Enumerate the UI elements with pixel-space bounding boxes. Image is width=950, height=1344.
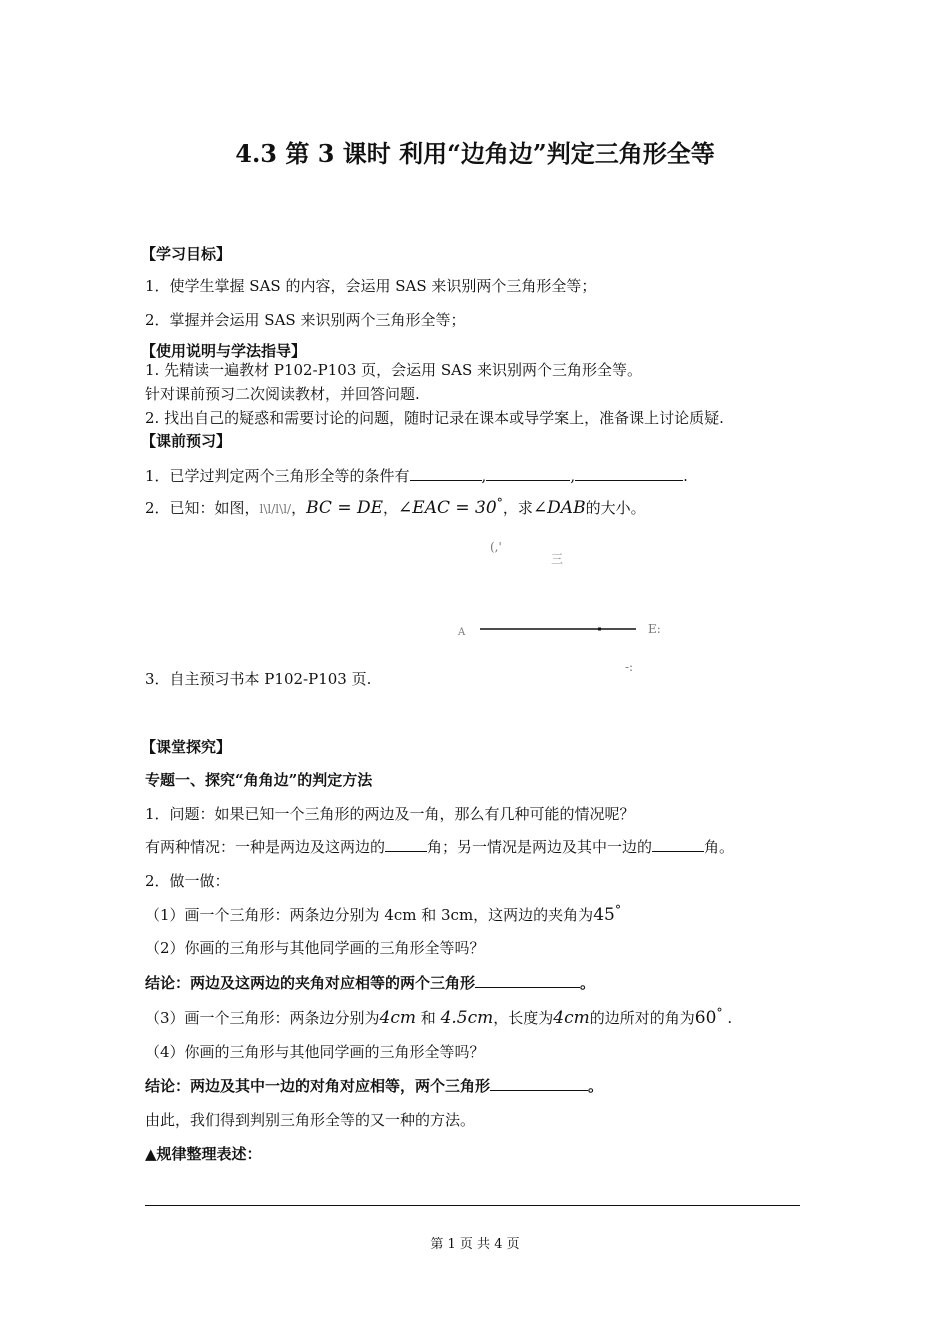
blank-angle-1[interactable] [385, 837, 427, 852]
explore-question-2: 2．做一做： [145, 872, 230, 890]
goal-item-1: 1．使学生掌握 SAS 的内容，会运用 SAS 来识别两个三角形全等； [145, 277, 597, 295]
blank-angle-2[interactable] [652, 837, 704, 852]
preview-q2-ask: ，求 [502, 499, 533, 517]
two-cases-text-b: 角；另一情况是两边及其中一边的 [427, 838, 653, 856]
two-cases [145, 836, 734, 857]
rule-summary-heading: ▲规律整理表述： [145, 1145, 262, 1163]
formula-bc-de: BC = DE [306, 498, 384, 518]
preview-q2-end: 的大小。 [585, 499, 646, 517]
guide-line-1: 1. 先精读一遍教材 P102-P103 页，会运用 SAS 来识别两个三角形全等。 [145, 361, 643, 379]
figure-label-d: -: [625, 660, 634, 674]
so-method: 由此，我们得到判别三角形全等的又一种的方法。 [145, 1111, 476, 1129]
preview-q1-end: . [683, 467, 688, 485]
preview-q1-sep-2: , [570, 467, 576, 485]
degree-sign: ° [496, 495, 503, 510]
conclusion-1-text: 结论：两边及这两边的夹角对应相等的两个三角形 [145, 974, 476, 992]
explore-heading: 【课堂探究】 [141, 738, 232, 756]
figure-label-e: 三 [551, 552, 564, 566]
preview-question-1 [145, 465, 688, 486]
blank-condition-2[interactable] [486, 466, 570, 481]
step-4: （4）你画的三角形与其他同学画的三角形全等吗？ [145, 1043, 485, 1061]
figure-base-line [450, 530, 680, 690]
preview-q1-text: 1．已学过判定两个三角形全等的条件有 [145, 467, 410, 485]
formula-angle-eac: ∠EAC = 30 [398, 498, 497, 518]
preview-q2-comma-1: ， [291, 499, 307, 517]
step-3-and: 和 [416, 1009, 441, 1027]
preview-q2-comma-2: ， [383, 499, 399, 517]
conclusion-2 [145, 1075, 603, 1096]
preview-q2-text: 2．已知：如图， [145, 499, 260, 517]
topic-1-heading: 专题一、探究“角角边”的判定方法 [145, 771, 373, 789]
guide-line-3: 2. 找出自己的疑惑和需要讨论的问题，随时记录在课本或导学案上，准备课上讨论质疑. [145, 409, 724, 427]
geometry-figure [450, 530, 680, 690]
figure-label-a: A [458, 627, 466, 638]
step-3-end: . [722, 1009, 733, 1027]
goals-heading: 【学习目标】 [141, 245, 232, 263]
blank-condition-3[interactable] [575, 466, 683, 481]
angle-45: 45 [593, 905, 615, 925]
page-footer: 第 1 页 共 4 页 [430, 1237, 520, 1252]
two-cases-text-c: 角。 [704, 838, 735, 856]
length-4cm-2: 4cm [553, 1008, 590, 1028]
goal-item-2: 2．掌握并会运用 SAS 来识别两个三角形全等； [145, 311, 466, 329]
explore-question-1: 1．问题：如果已知一个三角形的两边及一角，那么有几种可能的情况呢？ [145, 805, 635, 823]
guide-line-2: 针对课前预习二次阅读教材，并回答问题. [145, 385, 420, 403]
step-3-mid-2: 的边所对的角为 [589, 1009, 695, 1027]
preview-q2-glitch-2: \l/ [279, 502, 292, 516]
two-cases-text-a: 有两种情况：一种是两边及这两边的 [145, 838, 386, 856]
step-1-text: （1）画一个三角形：两条边分别为 4cm 和 3cm，这两边的夹角为 [145, 906, 594, 924]
guide-heading: 【使用说明与学法指导】 [141, 342, 307, 360]
step-2: （2）你画的三角形与其他同学画的三角形全等吗？ [145, 939, 485, 957]
conclusion-2-end: 。 [588, 1077, 604, 1095]
preview-question-3: 3．自主预习书本 P102-P103 页. [145, 670, 372, 688]
step-1 [145, 902, 621, 925]
blank-condition-1[interactable] [410, 466, 482, 481]
preview-question-2 [145, 495, 646, 518]
preview-heading: 【课前预习】 [141, 432, 232, 450]
blank-conclusion-2[interactable] [490, 1076, 588, 1091]
conclusion-1 [145, 972, 595, 993]
preview-q1-sep-1: , [481, 467, 487, 485]
angle-60: 60 [694, 1008, 717, 1028]
page-title: 4.3 第 3 课时 利用“边角边”判定三角形全等 [235, 139, 715, 168]
preview-q2-glitch-1: l\l/l [259, 502, 280, 516]
footer-divider [145, 1205, 800, 1206]
length-4-5cm: 4.5cm [440, 1008, 494, 1028]
blank-conclusion-1[interactable] [475, 973, 580, 988]
degree-sign: ° [614, 902, 622, 917]
step-3 [145, 1005, 732, 1028]
step-3-mid: ，长度为 [493, 1009, 554, 1027]
conclusion-1-end: 。 [580, 974, 596, 992]
formula-angle-dab: ∠DAB [532, 498, 586, 518]
length-4cm: 4cm [379, 1008, 417, 1028]
figure-label-top: (,' [490, 540, 502, 554]
degree-sign: ° [716, 1005, 723, 1020]
conclusion-2-text: 结论：两边及其中一边的对角对应相等，两个三角形 [145, 1077, 491, 1095]
step-3-text: （3）画一个三角形：两条边分别为 [145, 1009, 380, 1027]
figure-label-b: E: [648, 622, 661, 636]
